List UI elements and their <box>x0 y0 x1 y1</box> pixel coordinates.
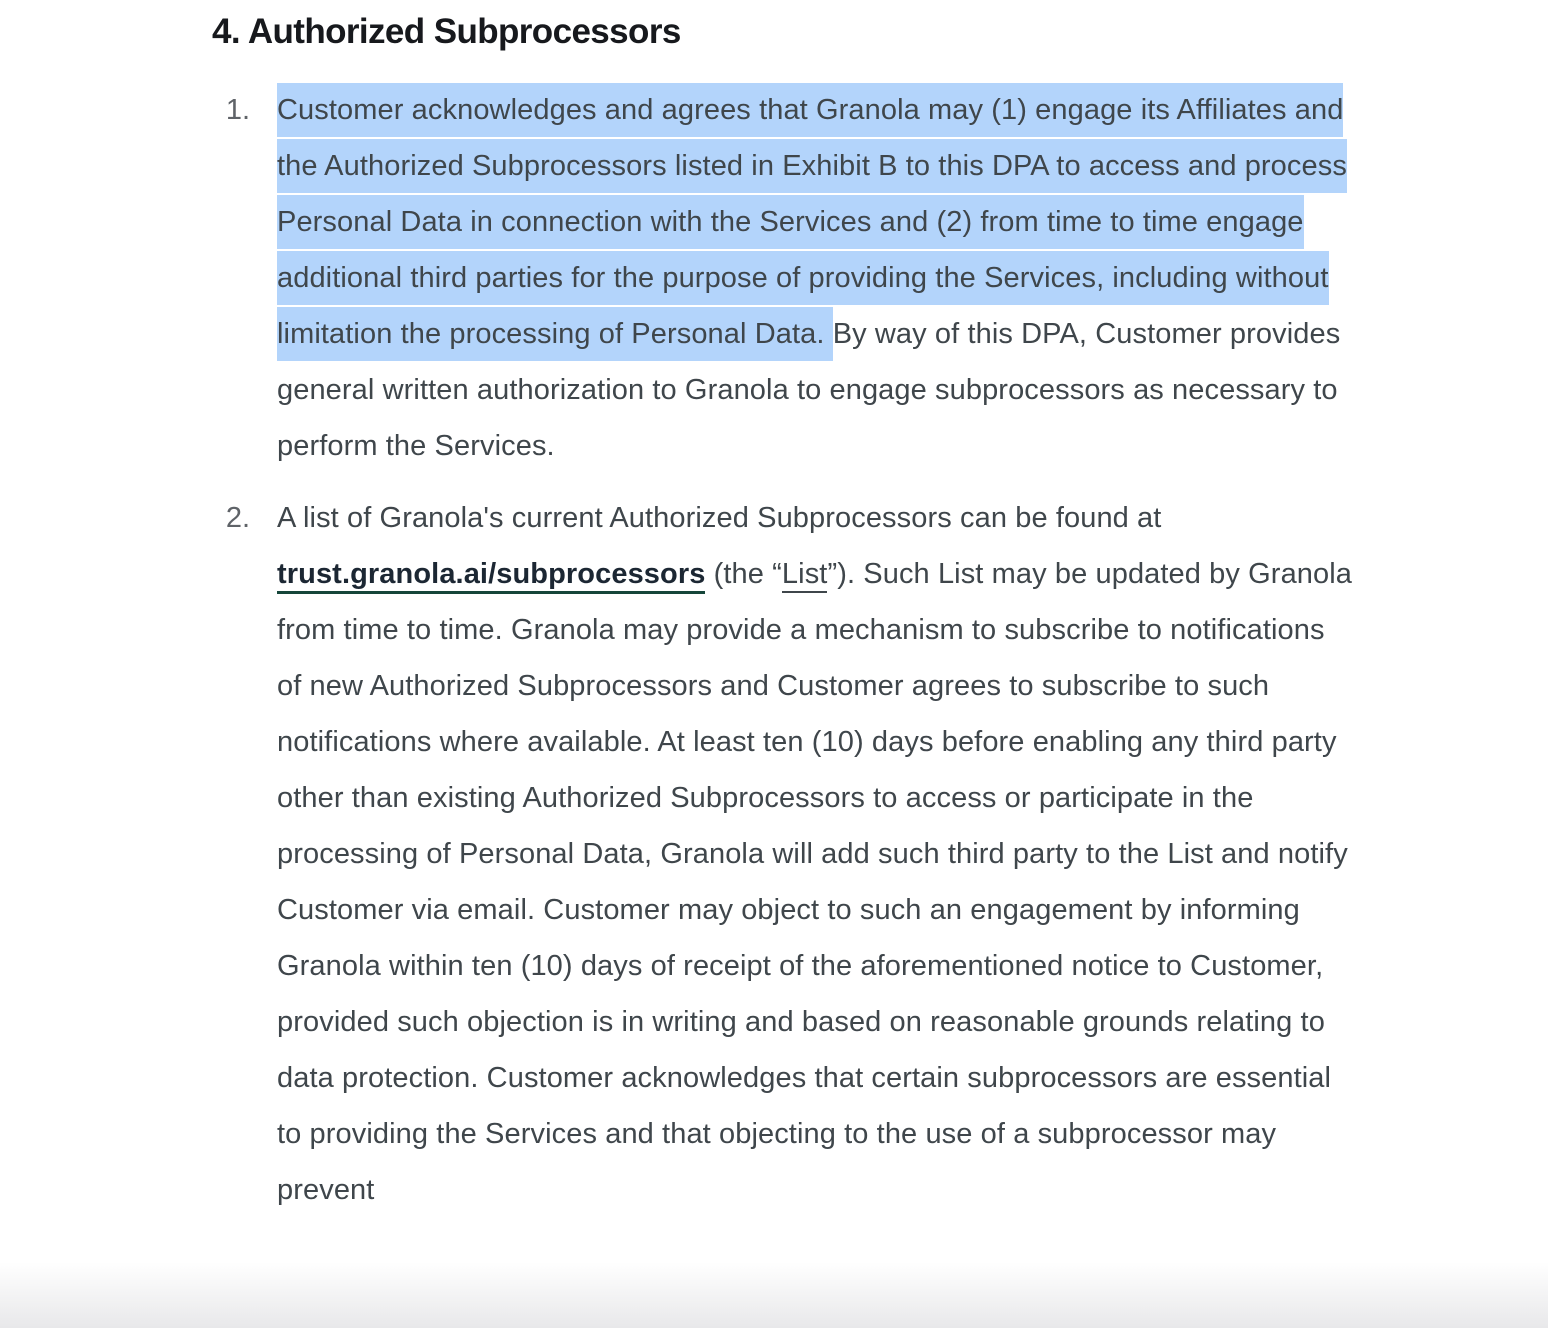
list-item <box>212 82 1354 474</box>
section-authorized-subprocessors <box>212 8 1354 1218</box>
paragraph-text: A list of Granola's current Authorized Subprocessors can be found at <box>277 502 1162 534</box>
numbered-list <box>212 82 1354 1218</box>
selected-text-highlight: Customer acknowledges and agrees that Granola may (1) engage its Affiliates and the Authorized Subprocessors listed in Exhibit B to this DPA to access and process Personal Data in connection with the Services and (2) from time to time engage additional third parties for the purpose of providing the Services, including without limitation the processing of Personal Data. <box>277 83 1347 361</box>
paragraph-text: ”). Such List may be updated by Granola from time to time. Granola may provide a mechanism to subscribe to notifications of new Authorized Subprocessors and Customer agrees to subscribe to such notifications where available. At least ten (10) days before enabling any third party other than existing Authorized Subprocessors to access or participate in the processing of Personal Data, Granola will add such third party to the List and notify Customer via email. Customer may object to such an engagement by informing Granola within ten (10) days of receipt of the aforementioned notice to Customer, provided such objection is in writing and based on reasonable grounds relating to data protection. Customer acknowledges that certain subprocessors are essential to providing the Services and that objecting to the use of a subprocessor may prevent <box>277 558 1353 1206</box>
list-item-number: 2. <box>225 502 250 534</box>
list-item <box>212 490 1354 1218</box>
paragraph <box>277 82 1354 474</box>
defined-term-list: List <box>782 558 828 593</box>
paragraph-text: By way of this DPA, Customer provides general written authorization to Granola to engage subprocessors as necessary to perform the Services. <box>277 318 1341 462</box>
section-heading: 4. Authorized Subprocessors <box>212 12 681 51</box>
page-bottom-fade <box>0 1262 1548 1328</box>
subprocessors-link[interactable]: trust.granola.ai/subprocessors <box>277 558 705 594</box>
paragraph-text: (the “ <box>705 558 782 590</box>
paragraph <box>277 490 1354 1218</box>
list-item-number: 1. <box>225 94 250 126</box>
